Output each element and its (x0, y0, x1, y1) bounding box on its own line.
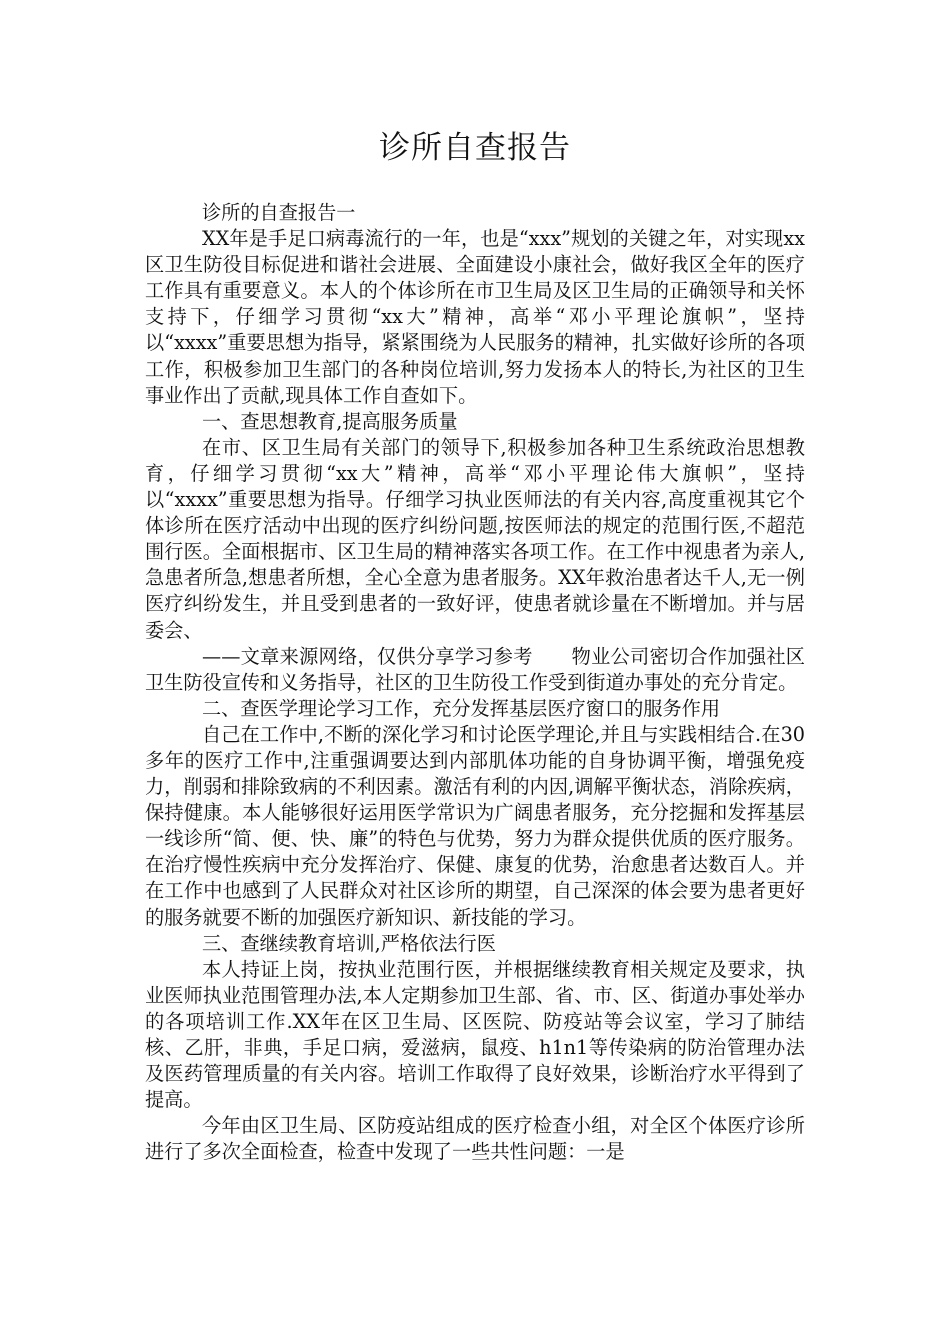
section-heading-1: 一、查思想教育,提高服务质量 (202, 409, 458, 433)
paragraph-intro: XX年是手足口病毒流行的一年，也是“xxx”规划的关键之年，对实现xx区卫生防役目标促进和谐社会进展、全面建设小康社会，做好我区全年的医疗工作具有重要意义。本人的个体诊所在市卫生局及区卫生局的正确领导和关怀支持下，仔细学习贯彻“xx大”精神，高举“邓小平理论旗帜”，坚持以“xxxx”重要思想为指导，紧紧围绕为人民服务的精神，扎实做好诊所的各项工作，积极参加卫生部门的各种岗位培训,努力发扬本人的特长,为社区的卫生事业作出了贡献,现具体工作自查如下。 (145, 227, 805, 407)
section-heading-3: 三、查继续教育培训,严格依法行医 (202, 931, 496, 955)
paragraph-section-2: 自己在工作中,不断的深化学习和讨论医学理论,并且与实践相结合.在30多年的医疗工作中,注重强调要达到内部肌体功能的自身协调平衡，增强免疫力，削弱和排除致病的不利因素。激活有利的内因,调解平衡状态，消除疾病，保持健康。本人能够很好运用医学常识为广阔患者服务，充分挖掘和发挥基层一线诊所“简、便、快、廉”的特色与优势，努力为群众提供优质的医疗服务。在治疗慢性疾病中充分发挥治疗、保健、康复的优势，治愈患者达数百人。并在工作中也感到了人民群众对社区诊所的期望，自己深深的体会要为患者更好的服务就要不断的加强医疗新知识、新技能的学习。 (145, 722, 805, 929)
section-heading-2: 二、查医学理论学习工作，充分发挥基层医疗窗口的服务作用 (202, 696, 721, 720)
paragraph-section-3: 本人持证上岗，按执业范围行医，并根据继续教育相关规定及要求，执业医师执业范围管理办法,本人定期参加卫生部、省、市、区、街道办事处举办的各项培训工作.XX年在区卫生局、区医院、防疫站等会议室，学习了肺结核、乙肝，非典，手足口病，爱滋病，鼠疫、h1n1等传染病的防治管理办法及医药管理质量的有关内容。培训工作取得了良好效果，诊断治疗水平得到了提高。 (145, 957, 805, 1112)
paragraph-section-1: 在市、区卫生局有关部门的领导下,积极参加各种卫生系统政治思想教育，仔细学习贯彻“xx大”精神，高举“邓小平理论伟大旗帜”，坚持以“xxxx”重要思想为指导。仔细学习执业医师法的有关内容,高度重视其它个体诊所在医疗活动中出现的医疗纠纷问题,按医师法的规定的范围行医,不超范围行医。全面根据市、区卫生局的精神落实各项工作。在工作中视患者为亲人,急患者所急,想患者所想，全心全意为患者服务。XX年救治患者达千人,无一例医疗纠纷发生，并且受到患者的一致好评，使患者就诊量在不断增加。并与居委会、 (145, 435, 805, 642)
document-body (145, 200, 805, 1165)
document-title: 诊所自查报告 (379, 130, 571, 166)
document-subtitle: 诊所的自查报告一 (202, 201, 356, 224)
paragraph-source-note: ——文章来源网络，仅供分享学习参考 物业公司密切合作加强社区卫生防役宣传和义务指导，社区的卫生防役工作受到街道办事处的充分肯定。 (145, 644, 805, 694)
paragraph-inspection: 今年由区卫生局、区防疫站组成的医疗检查小组，对全区个体医疗诊所进行了多次全面检查，检查中发现了一些共性问题：一是 (145, 1114, 805, 1164)
